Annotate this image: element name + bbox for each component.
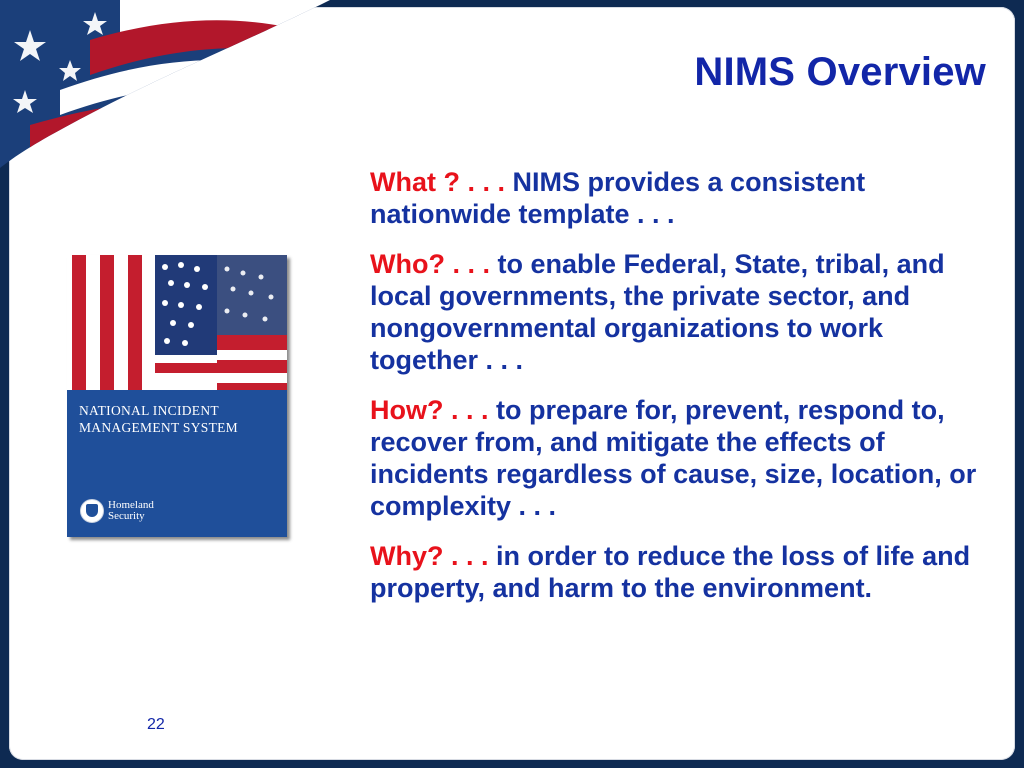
paragraph-why	[370, 540, 990, 604]
cover-flags-image	[67, 255, 287, 390]
nims-document-cover	[67, 255, 287, 537]
logo-line-1: Homeland	[108, 499, 154, 511]
paragraph-how	[370, 394, 990, 522]
cover-blue-panel	[67, 390, 287, 537]
slide-title: NIMS Overview	[694, 50, 986, 94]
label-why: Why? . . .	[370, 541, 489, 571]
text-who: to enable Federal, State, tribal, and local governments, the private sector, and nongovernmental organizations to work together . . .	[370, 249, 945, 375]
logo-line-2: Security	[108, 510, 145, 522]
page-number: 22	[147, 716, 165, 733]
dhs-seal-icon	[80, 499, 104, 523]
flag-corner-graphic	[0, 0, 360, 200]
cover-title-line-1: NATIONAL INCIDENT	[79, 403, 219, 418]
homeland-security-logo-text	[108, 500, 154, 522]
paragraph-who	[370, 248, 990, 376]
paragraph-what	[370, 166, 990, 230]
text-why: in order to reduce the loss of life and property, and harm to the environment.	[370, 541, 971, 603]
cover-title	[79, 402, 238, 436]
label-what: What ? . . .	[370, 167, 505, 197]
label-who: Who? . . .	[370, 249, 490, 279]
cover-title-line-2: MANAGEMENT SYSTEM	[79, 420, 238, 435]
content-block	[370, 166, 990, 622]
text-what: NIMS provides a consistent nationwide template . . .	[370, 167, 866, 229]
text-how: to prepare for, prevent, respond to, recover from, and mitigate the effects of incidents regardless of cause, size, location, or complexity . . .	[370, 395, 977, 521]
label-how: How? . . .	[370, 395, 489, 425]
